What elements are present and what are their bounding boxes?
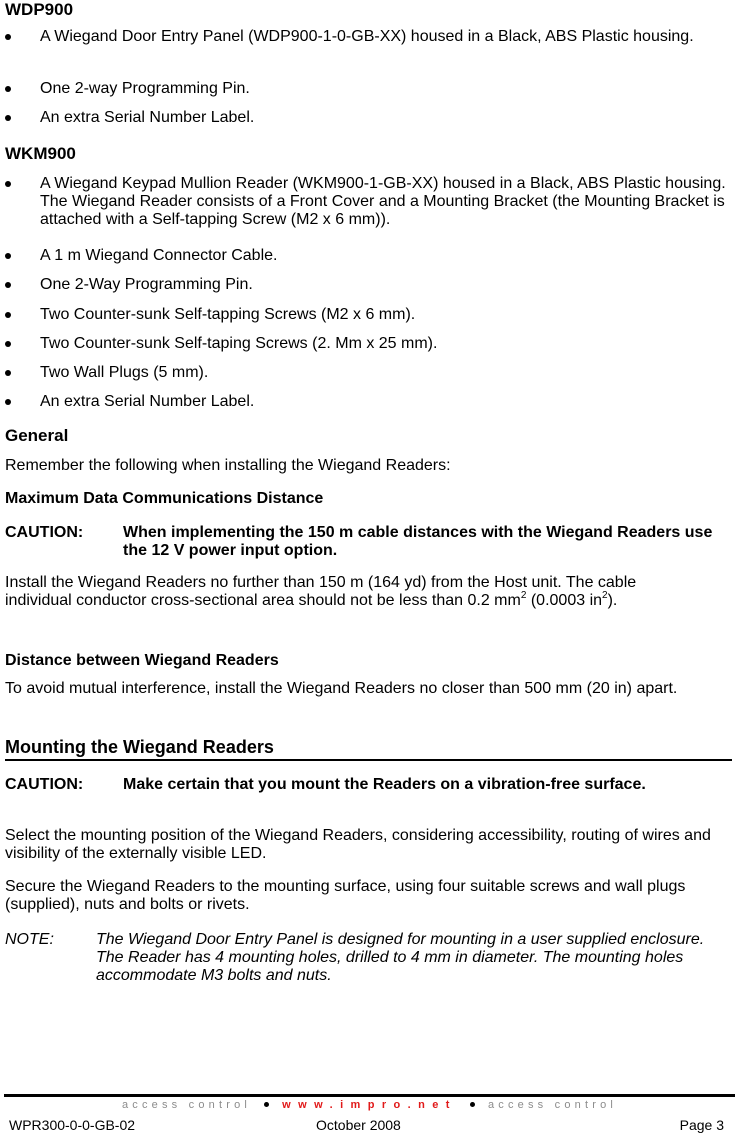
footer-rule bbox=[4, 1094, 735, 1097]
footer-band bbox=[0, 1100, 739, 1110]
wkm900-list-3 bbox=[5, 276, 733, 294]
wkm900-list-4 bbox=[5, 306, 733, 324]
footer-date: October 2008 bbox=[316, 1117, 401, 1133]
list-item: An extra Serial Number Label. bbox=[5, 109, 695, 127]
wkm900-list bbox=[5, 175, 733, 229]
wdp900-list-3 bbox=[5, 109, 695, 127]
mounting-heading: Mounting the Wiegand Readers bbox=[5, 736, 732, 761]
list-item: One 2-way Programming Pin. bbox=[5, 80, 695, 98]
bullet-icon bbox=[5, 181, 11, 187]
bullet-icon bbox=[5, 399, 11, 405]
max-distance-heading: Maximum Data Communications Distance bbox=[5, 490, 324, 507]
list-item: Two Counter-sunk Self-tapping Screws (M2 x 6 mm). bbox=[5, 306, 733, 324]
distance-between-heading: Distance between Wiegand Readers bbox=[5, 652, 279, 669]
band-dot-icon bbox=[470, 1102, 475, 1107]
wdp900-list bbox=[5, 28, 695, 46]
mounting-para-1: Select the mounting position of the Wiegand Readers, considering accessibility, routing of wires and visibility of the externally visible LED. bbox=[5, 827, 711, 862]
bullet-icon bbox=[5, 282, 11, 288]
bullet-icon bbox=[5, 370, 11, 376]
list-item: Two Wall Plugs (5 mm). bbox=[5, 364, 733, 382]
list-item: Two Counter-sunk Self-taping Screws (2. Mm x 25 mm). bbox=[5, 335, 733, 353]
band-left-text: access control bbox=[121, 1099, 252, 1111]
note-label: NOTE: bbox=[5, 931, 54, 948]
band-dot-icon bbox=[264, 1102, 269, 1107]
list-item: An extra Serial Number Label. bbox=[5, 393, 733, 411]
bullet-icon bbox=[5, 341, 11, 347]
caution-text: When implementing the 150 m cable distances with the Wiegand Readers use the 12 V power input option. bbox=[123, 524, 713, 559]
note-text: The Wiegand Door Entry Panel is designed for mounting in a user supplied enclosure. The Reader has 4 mounting holes, drilled to 4 mm in diameter. The mounting holes accommodate M3 bolts and nuts. bbox=[96, 931, 705, 984]
bullet-icon bbox=[5, 115, 11, 121]
wkm900-list-7 bbox=[5, 393, 733, 411]
caution-label: CAUTION: bbox=[5, 776, 84, 793]
mounting-note bbox=[5, 931, 726, 985]
wkm900-list-2 bbox=[5, 247, 733, 265]
bullet-icon bbox=[5, 253, 11, 259]
wdp900-list-2 bbox=[5, 80, 695, 98]
band-website-link[interactable]: www.impro.net bbox=[282, 1099, 457, 1111]
footer-page-number: Page 3 bbox=[679, 1117, 724, 1133]
mounting-para-2: Secure the Wiegand Readers to the mounting surface, using four suitable screws and wall plugs (supplied), nuts and bolts or rivets. bbox=[5, 878, 686, 913]
wkm900-list-5 bbox=[5, 335, 733, 353]
footer-doc-code: WPR300-0-0-GB-02 bbox=[9, 1117, 136, 1133]
wkm900-heading: WKM900 bbox=[5, 144, 76, 163]
caution-text: Make certain that you mount the Readers on a vibration-free surface. bbox=[123, 776, 646, 793]
band-right-text: access control bbox=[487, 1099, 618, 1111]
list-item: A Wiegand Door Entry Panel (WDP900-1-0-GB-XX) housed in a Black, ABS Plastic housing. bbox=[5, 28, 695, 46]
list-item: A 1 m Wiegand Connector Cable. bbox=[5, 247, 733, 265]
wdp900-heading: WDP900 bbox=[5, 0, 74, 19]
list-item: A Wiegand Keypad Mullion Reader (WKM900-1-GB-XX) housed in a Black, ABS Plastic housing. The Wiegand Reader consists of a Front Cover and a Mounting Bracket (the Mounting Bracket is attached with a Self-tapping Screw (M2 x 6 mm)). bbox=[5, 175, 733, 229]
section-wdp900 bbox=[5, 0, 733, 126]
list-item: One 2-Way Programming Pin. bbox=[5, 276, 733, 294]
caution-mounting bbox=[5, 776, 693, 794]
general-heading: General bbox=[5, 426, 69, 445]
general-intro: Remember the following when installing the Wiegand Readers: bbox=[5, 457, 451, 474]
bullet-icon bbox=[5, 34, 11, 40]
bullet-icon bbox=[5, 86, 11, 92]
bullet-icon bbox=[5, 312, 11, 318]
distance-between-body: To avoid mutual interference, install the Wiegand Readers no closer than 500 mm (20 in) apart. bbox=[5, 680, 678, 697]
caution-label: CAUTION: bbox=[5, 524, 84, 541]
wkm900-list-6 bbox=[5, 364, 733, 382]
max-distance-body: Install the Wiegand Readers no further than 150 m (164 yd) from the Host unit. The cable individual conductor cross-sectional area should not be less than 0.2 $mm^2$ (0.0003 $in^2$). bbox=[5, 574, 637, 609]
caution-max-distance bbox=[5, 524, 713, 560]
